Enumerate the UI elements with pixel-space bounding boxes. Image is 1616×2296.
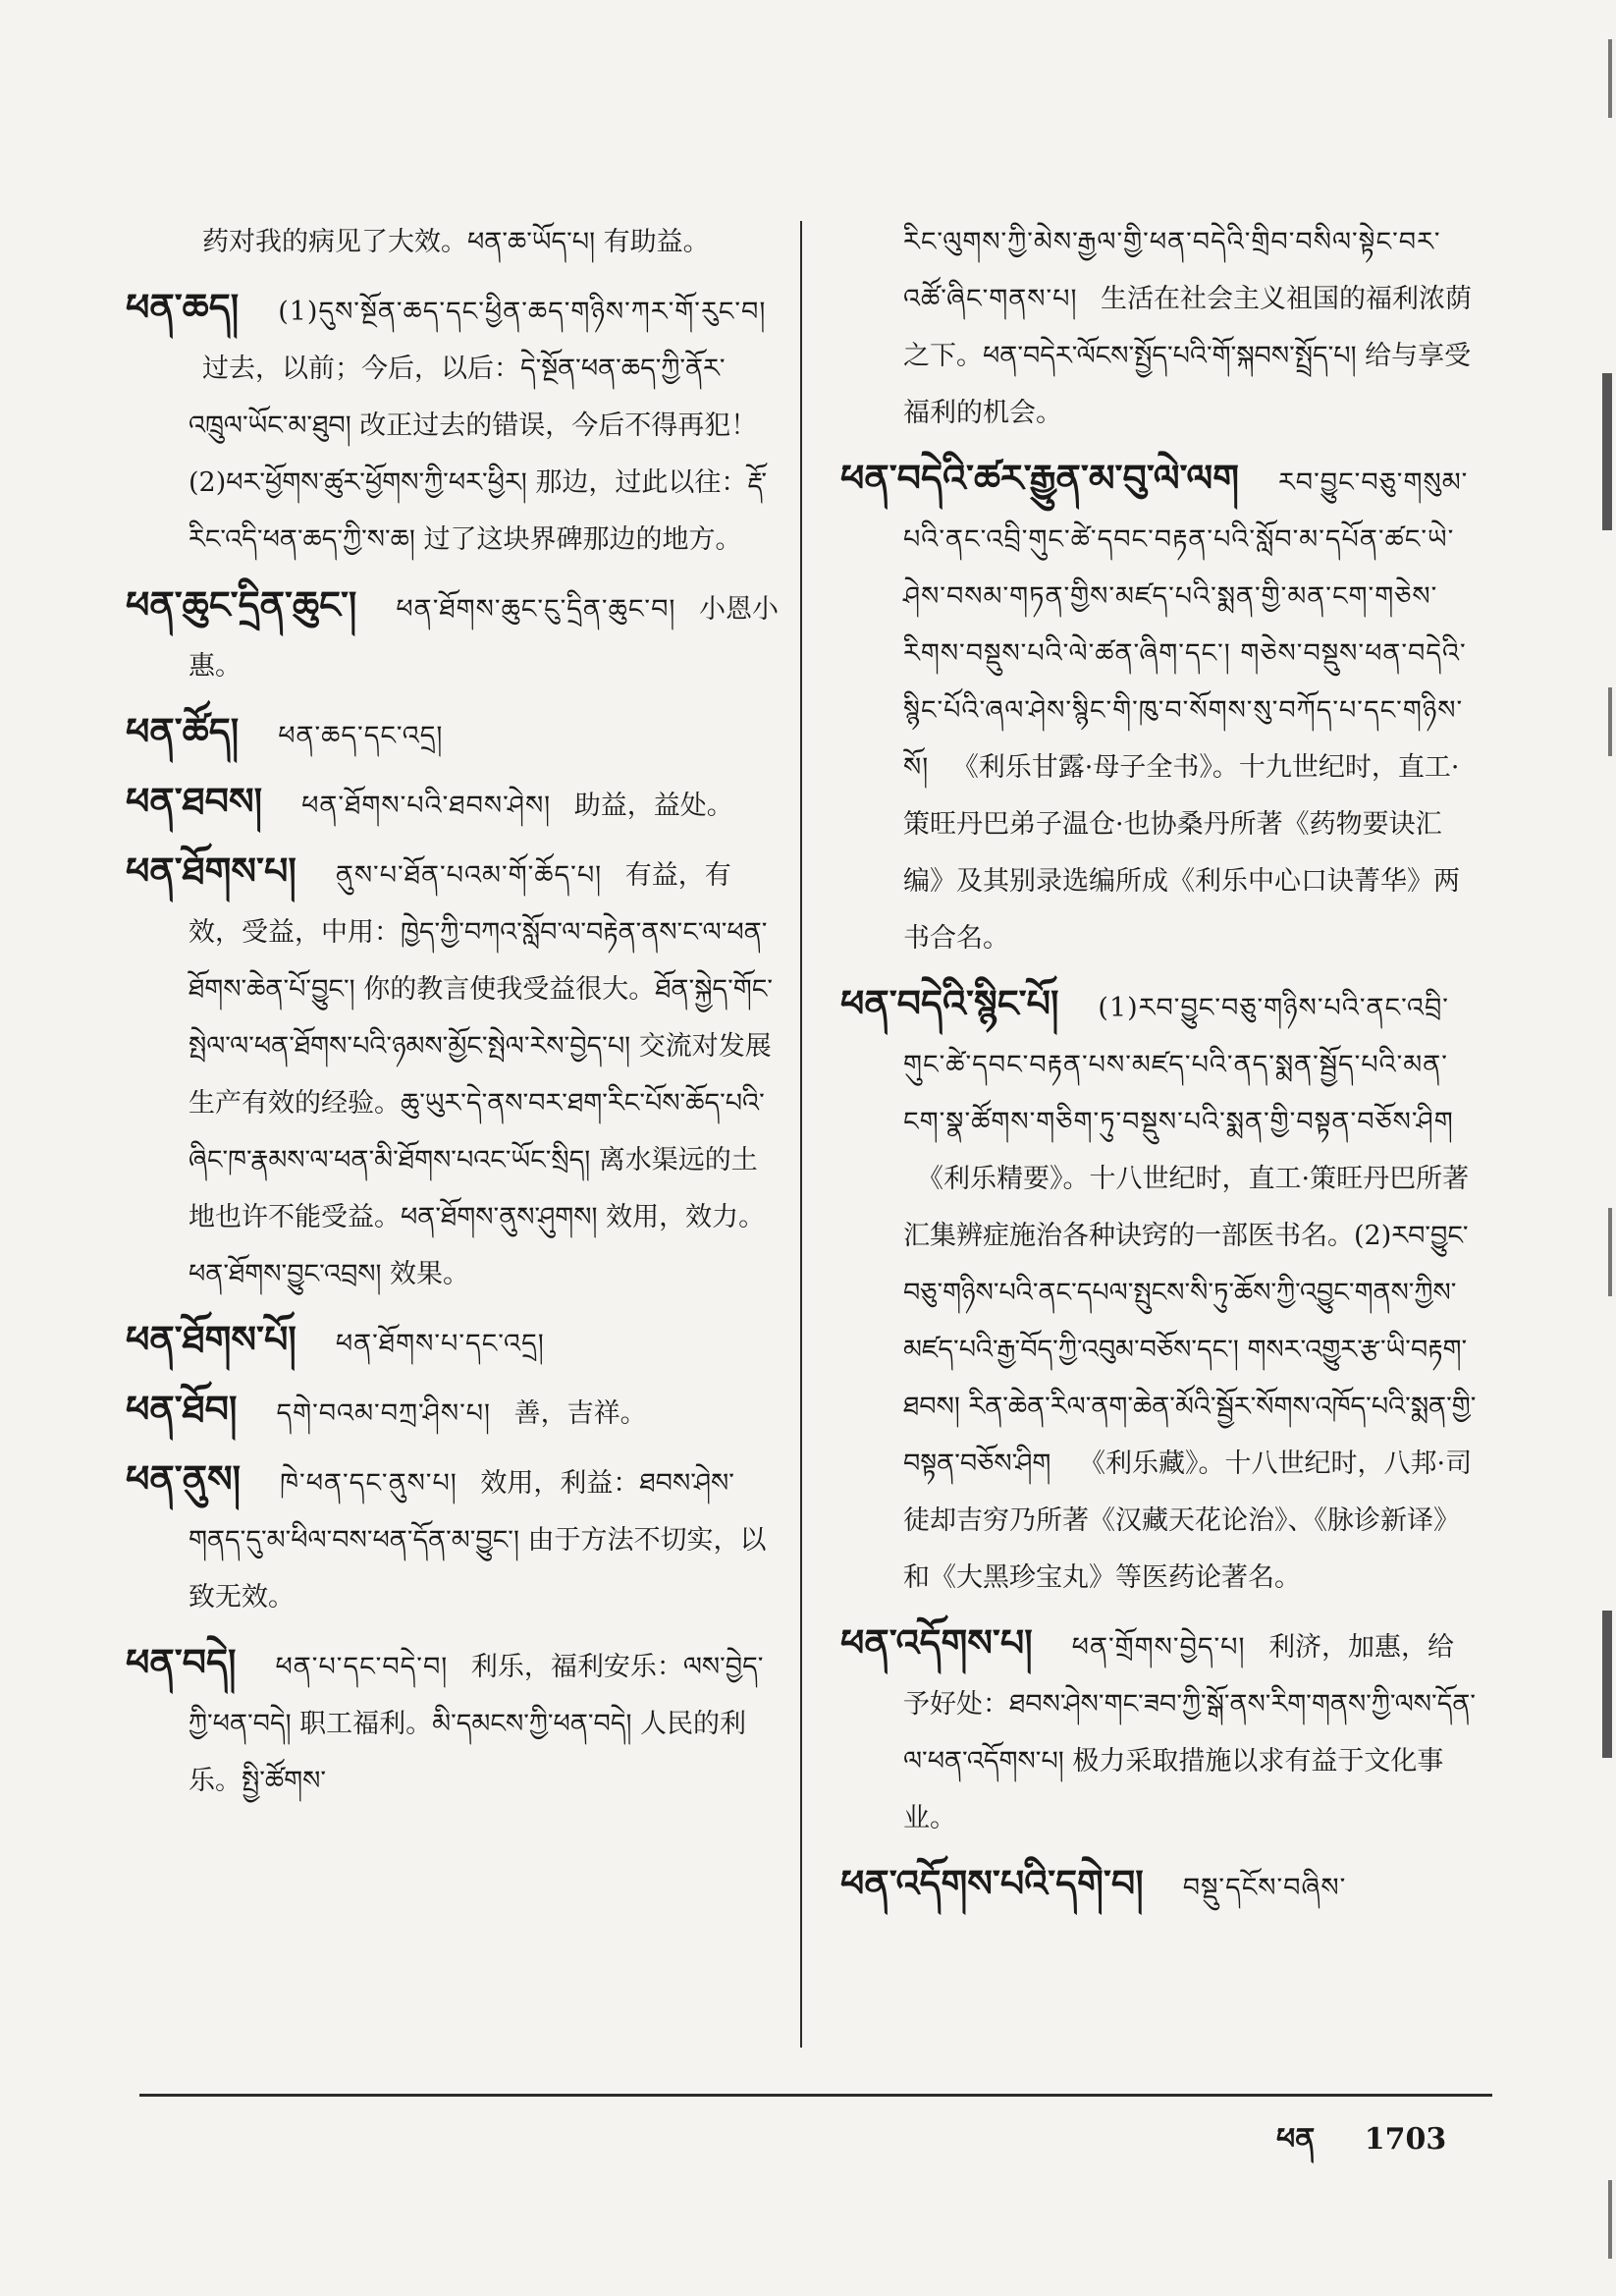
page-footer <box>1276 2106 1446 2189</box>
entry-chinese-gloss: 《利乐藏》。十八世纪时，八邦·司徒却吉穷乃所著《汉藏天花论治》、《脉诊新译》和《大黑珍宝丸》等医药论著名。 <box>903 1449 1473 1593</box>
dictionary-entry <box>840 214 1479 442</box>
entry-tibetan-definition: (1)རབ་བྱུང་བཅུ་གཉིས་པའི་ནང་འབྲི་གུང་ཚེ་དབང་བརྟན་པས་མཛད་པའི་ནད་སྨན་སྦྱོད་པའི་མན་ངག་སྣ་ཚོགས་གཅིག་ཏུ་བསྡུས་པའི་སྨན་གྱི་བསྟན་བཅོས་ཤིག <box>903 993 1454 1137</box>
entry-tibetan-definition: རབ་བྱུང་བཅུ་གསུམ་པའི་ནང་འབྲི་གུང་ཚེ་དབང་བརྟན་པའི་སློབ་མ་དཔོན་ཚང་ཡེ་ཤེས་བསམ་གཏན་གྱིས་མཛད་པའི་སྨན་གྱི་མན་ངག་གཅེས་རིགས་བསྡུས་པའི་ལེ་ཚན་ཞིག་དང་། གཅེས་བསྡུས་ཕན་བདེའི་སྙིང་པོའི་ཞལ་ཤེས་སྙིང་གི་ཁུ་བ་སོགས་སུ་བཀོད་པ་དང་གཉིས་སོ། <box>903 467 1469 783</box>
entry-headword: ཕན་ཆུང་དྲིན་ཆུང་། <box>126 582 357 627</box>
entry-headword: ཕན་བདེ། <box>126 1640 237 1684</box>
dictionary-entry <box>126 1634 779 1810</box>
entry-headword: ཕན་བདེའི་ཚར་རྒྱུན་མ་བུ་ལེ་ལག <box>840 456 1239 500</box>
entry-tibetan-definition: བསྡུ་དངོས་བཞིས་ <box>1182 1873 1347 1903</box>
dictionary-entry <box>126 703 779 765</box>
dictionary-entry <box>840 1614 1479 1847</box>
page-number: 1703 <box>1364 2122 1447 2157</box>
right-column <box>840 214 1479 1925</box>
entry-headword: ཕན་ཐོགས་པ། <box>126 848 296 893</box>
entry-tibetan-definition: ཕན་ཐོགས་པ་དང་འདྲ། <box>335 1329 545 1359</box>
entry-chinese-gloss: 利济，加惠，给予好处：ཐབས་ཤེས་གང་ཟབ་ཀྱི་སྒོ་ནས་རིག་གནས་ཀྱི་ལས་དོན་ལ་ཕན་འདོགས་པ། 极力采取措施以求有益于文化事业。 <box>903 1632 1477 1833</box>
dictionary-entry <box>126 773 779 835</box>
entry-chinese-gloss: 生活在社会主义祖国的福利浓荫之下。ཕན་བདེར་ལོངས་སྤྱོད་པའི་གོ་སྐབས་སྤྲོད་པ། 给与享受福利的机会。 <box>903 284 1473 428</box>
entry-headword: ཕན་ཚོད། <box>126 709 240 753</box>
entry-headword: ཕན་འདོགས་པའི་དགེ་བ། <box>840 1861 1144 1905</box>
dictionary-entry <box>840 1855 1479 1917</box>
entry-headword: ཕན་བདེའི་སྙིང་པོ། <box>840 981 1059 1025</box>
entry-chinese-gloss: 过去，以前；今后，以后：དེ་སྔོན་ཕན་ཆད་ཀྱི་ནོར་འཁྲུལ་ཡོང་མ་ཐུབ། 改正过去的错误，今后不得再犯！(2)ཕར་ཕྱོགས་ཚུར་ཕྱོགས་ཀྱི་ཕར་ཕྱིར། 那边，过此以往：རྡོ་རིང་འདི་ཕན་ཆད་ཀྱི་ས་ཆ། 过了这块界碑那边的地方。 <box>189 354 768 555</box>
dictionary-entry <box>126 214 779 271</box>
entry-chinese-gloss: 利乐，福利安乐：ལས་བྱེད་ཀྱི་ཕན་བདེ། 职工福利。མི་དམངས་ཀྱི་ཕན་བདེ། 人民的利乐。སྤྱི་ཚོགས་ <box>189 1652 764 1796</box>
entry-chinese-gloss: 助益，益处。 <box>573 791 733 821</box>
entry-tibetan-definition: ཁེ་ཕན་དང་ནུས་པ། <box>280 1468 467 1499</box>
entry-tibetan-definition: རིང་ལུགས་ཀྱི་མེས་རྒྱལ་གྱི་ཕན་བདེའི་གྲིབ་བསིལ་སྟེང་བར་འཚོ་ཞིང་གནས་པ། <box>903 227 1441 314</box>
column-divider <box>800 221 802 2048</box>
entry-chinese-gloss: 《利乐甘露·母子全书》。十九世纪时，直工·策旺丹巴弟子温仓·也协桑丹所著《药物要诀汇编》及其别录选编所成《利乐中心口诀菁华》两书合名。 <box>903 752 1460 954</box>
dictionary-entry <box>840 450 1479 967</box>
dictionary-entry <box>126 1450 779 1626</box>
entry-chinese-gloss: 效用，利益：ཐབས་ཤེས་གནད་དུ་མ་ཕིལ་བས་ཕན་དོན་མ་བྱུང་། 由于方法不切实，以致无效。 <box>189 1468 767 1613</box>
entry-tibetan-definition: དགེ་བའམ་བཀྲ་ཤིས་པ། <box>276 1398 501 1429</box>
bottom-rule <box>139 2094 1492 2097</box>
entry-chinese-gloss: 小恩小惠。 <box>189 594 779 682</box>
entry-tibetan-definition: ཕན་ཐོགས་པའི་ཐབས་ཤེས། <box>301 791 561 821</box>
dictionary-entry <box>126 1311 779 1373</box>
dictionary-entry <box>126 1381 779 1443</box>
entry-chinese-gloss: 药对我的病见了大效。ཕན་ཆ་ཡོད་པ། 有助益。 <box>202 227 710 257</box>
entry-headword: ཕན་ཐོགས་པོ། <box>126 1317 296 1361</box>
dictionary-entry <box>126 576 779 695</box>
dictionary-entry <box>126 279 779 569</box>
margin-marks <box>1596 0 1616 2296</box>
left-column <box>126 214 779 1818</box>
entry-headword: ཕན་ཆད། <box>126 285 240 329</box>
entry-headword: ཕན་འདོགས་པ། <box>840 1620 1033 1665</box>
entry-tibetan-definition: ཕན་ཆད་དང་འདྲ། <box>278 721 444 751</box>
dictionary-entry <box>126 843 779 1303</box>
entry-tibetan-definition: ཕན་པ་དང་བདེ་བ། <box>275 1652 458 1682</box>
entry-tibetan-definition: ཕན་ཐོགས་ཆུང་ངུ་དྲིན་ཆུང་བ། <box>396 594 685 625</box>
entry-chinese-gloss: 《利乐精要》。十八世纪时，直工·策旺丹巴所著汇集辨症施治各种诀窍的一部医书名。(2)རབ་བྱུང་བཅུ་གཉིས་པའི་ནང་དཔལ་སྤུངས་སི་ཏུ་ཆོས་ཀྱི་འབྱུང་གནས་ཀྱིས་མཛད་པའི་རྒྱ་བོད་ཀྱི་འབུམ་བཅོས་དང་། གསར་འགྱུར་རྩ་ཡི་བརྟག་ཐབས། རིན་ཆེན་རིལ་ནག་ཆེན་མོའི་སྦྱོར་སོགས་འཁོད་པའི་སྨན་གྱི་བསྟན་བཅོས་ཤིག <box>903 1164 1477 1479</box>
entry-tibetan-definition: ནུས་པ་ཐོན་པའམ་གོ་ཆོད་པ། <box>335 860 612 891</box>
entry-tibetan-definition: (1)དུས་སྔོན་ཆད་དང་ཕྱིན་ཆད་གཉིས་ཀར་གོ་རུང་བ། <box>278 297 767 327</box>
dictionary-entry <box>840 975 1479 1607</box>
entry-chinese-gloss: 有益，有效，受益，中用：ཁྱེད་ཀྱི་བཀའ་སློབ་ལ་བརྟེན་ནས་ང་ལ་ཕན་ཐོགས་ཆེན་པོ་བྱུང་། 你的教言使我受益很大。ཐོན་སྐྱེད་གོང་སྤེལ་ལ་ཕན་ཐོགས་པའི་ཉམས་མྱོང་སྤེལ་རེས་བྱེད་པ། 交流对发展生产有效的经验。ཆུ་ཡུར་དེ་ནས་བར་ཐག་རིང་པོས་ཆོད་པའི་ཞིང་ཁ་རྣམས་ལ་ཕན་མི་ཐོགས་པའང་ཡོང་སྲིད། 离水渠远的土地也许不能受益。ཕན་ཐོགས་ནུས་ཤུགས། 效用，效力。ཕན་ཐོགས་བྱུང་འབྲས། 效果。 <box>189 860 773 1289</box>
entry-headword: ཕན་ནུས། <box>126 1456 242 1501</box>
entry-chinese-gloss: 善，吉祥。 <box>513 1398 647 1429</box>
entry-headword: ཕན་ཐབས། <box>126 779 263 823</box>
entry-tibetan-definition: ཕན་གྲོགས་བྱེད་པ། <box>1071 1632 1256 1663</box>
running-head: ཕན <box>1276 2122 1316 2157</box>
entry-headword: ཕན་ཐོབ། <box>126 1387 238 1431</box>
